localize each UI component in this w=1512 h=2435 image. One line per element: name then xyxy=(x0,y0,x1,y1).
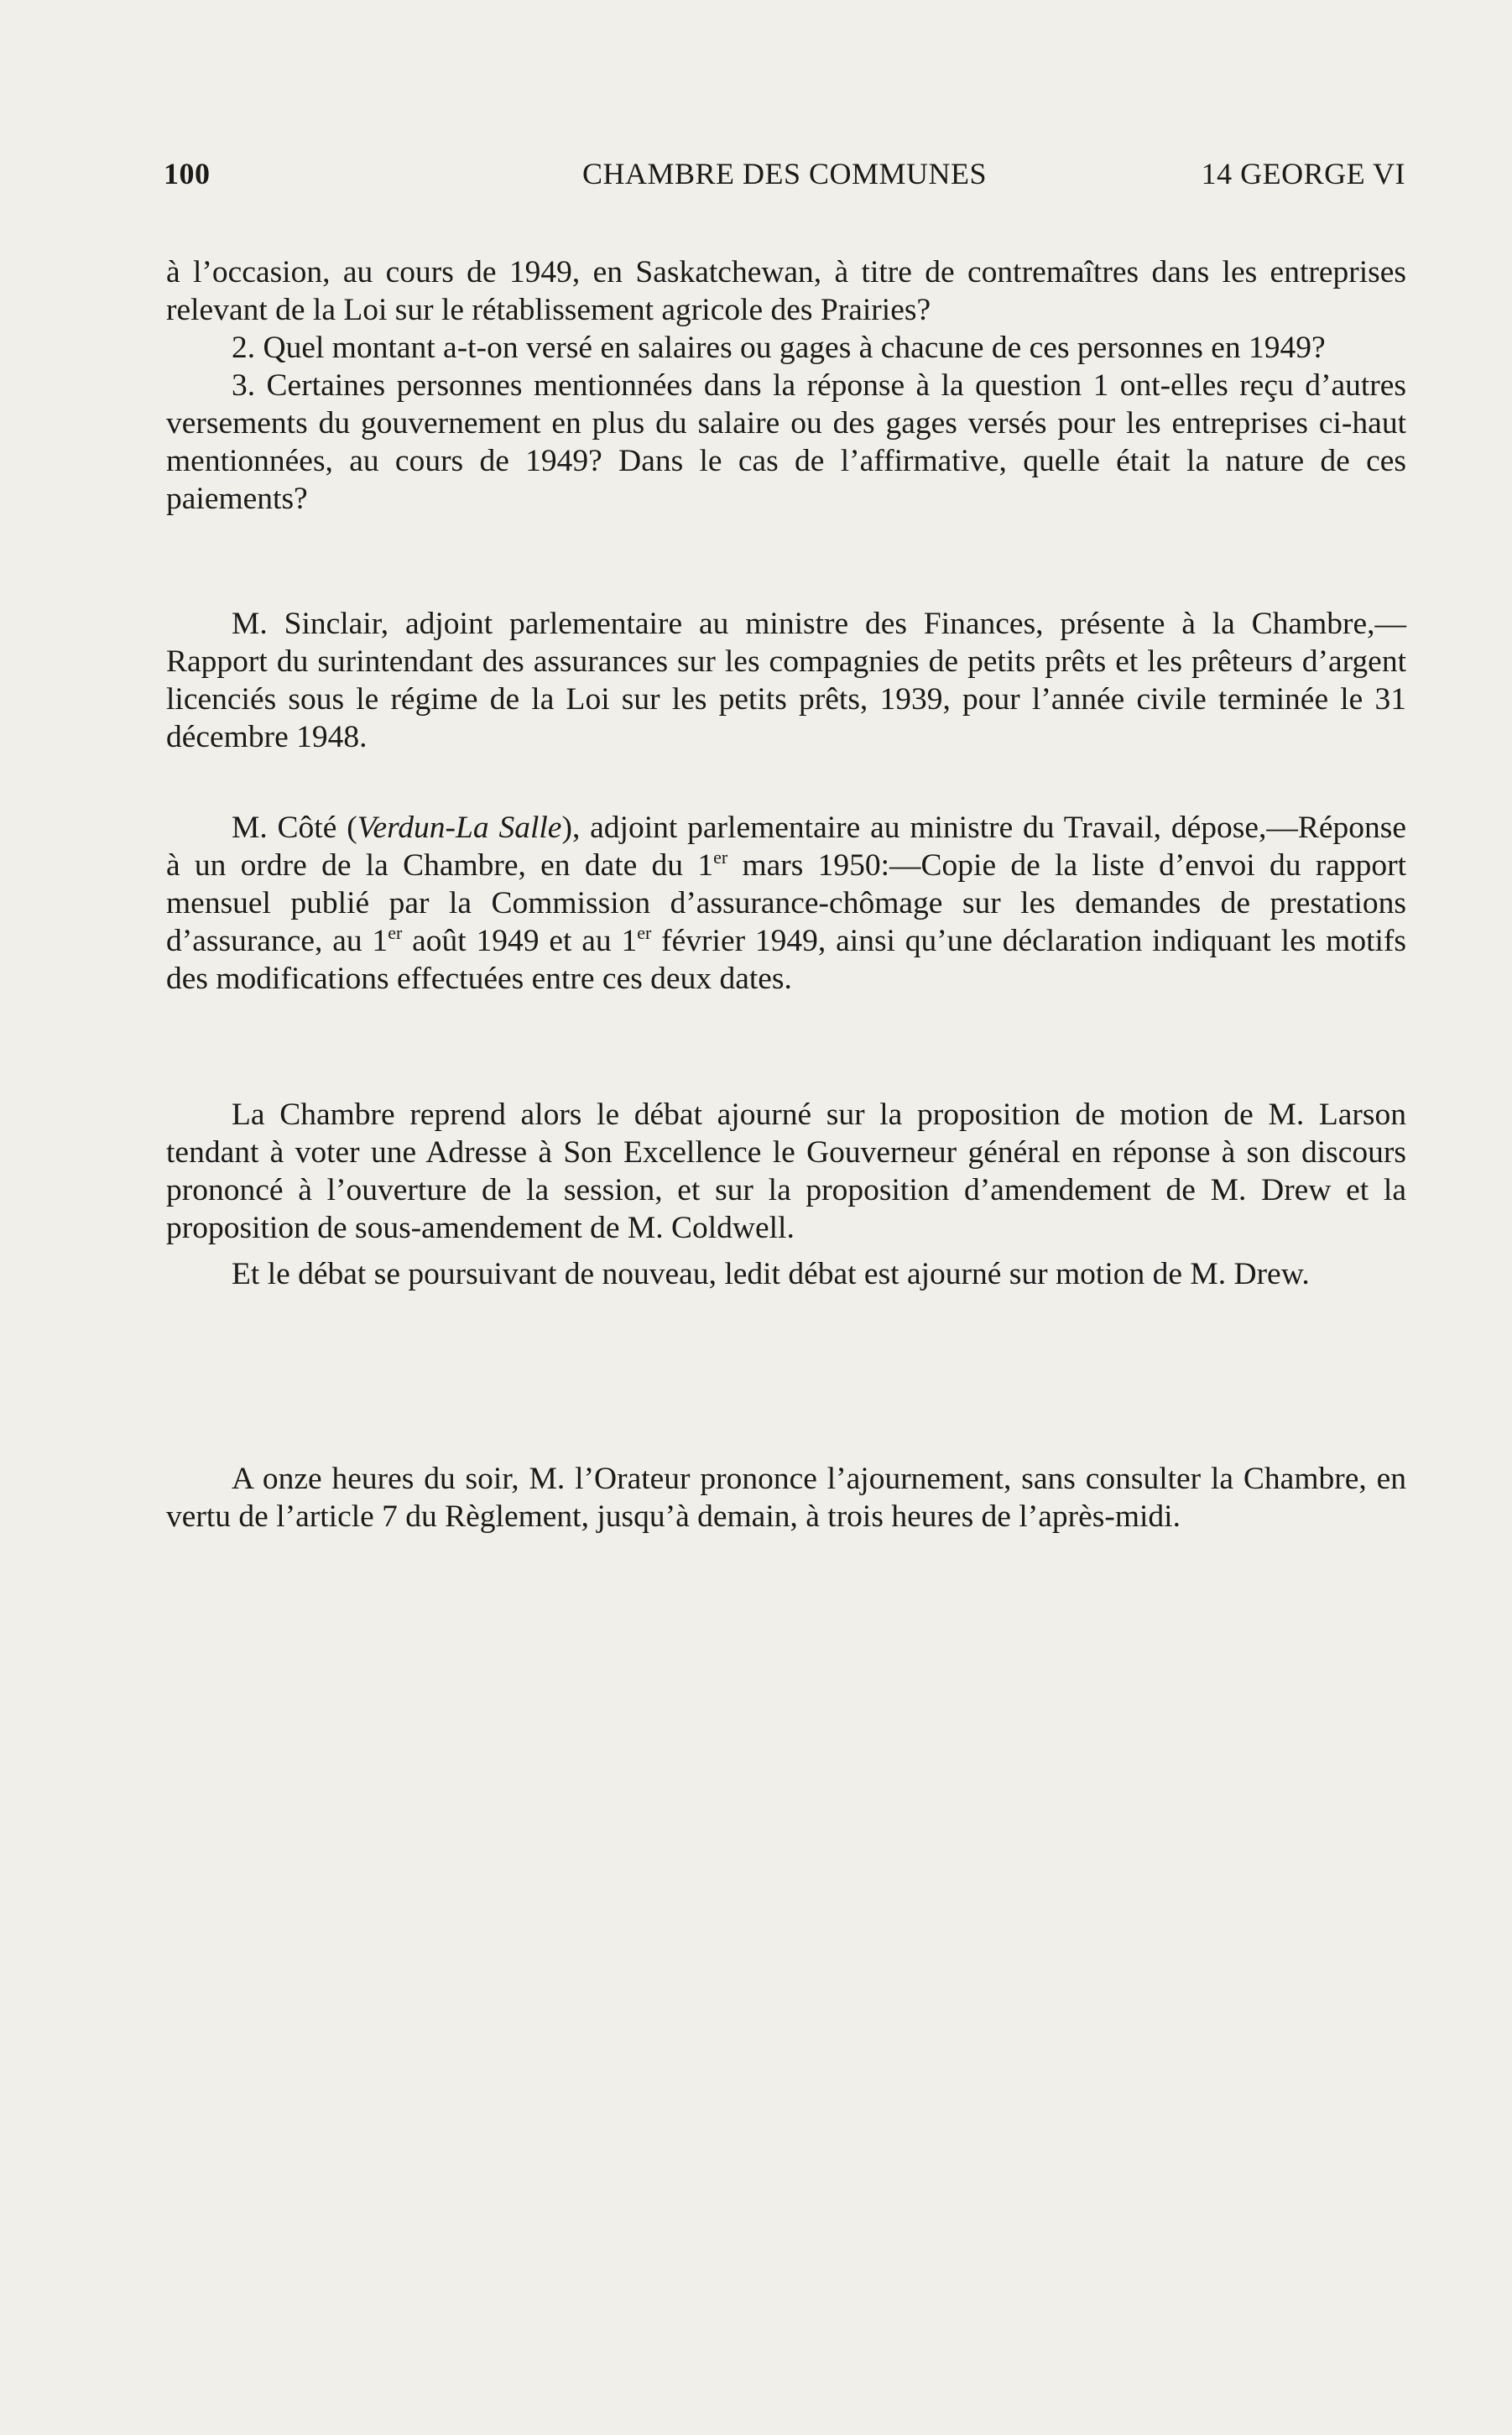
cote-riding: Verdun-La Salle xyxy=(357,811,562,845)
running-header xyxy=(164,156,1405,203)
cote-return-block xyxy=(166,809,1406,998)
cote-text-part-2: mars 1950:—Copie de la liste d’envoi du rapport mensuel publié par la Commission d’assurance-chômage sur les demandes de prestations d’assurance, au 1 xyxy=(166,848,1406,958)
debate-resumed-paragraph: La Chambre reprend alors le débat ajourné sur la proposition de motion de M. Larson tendant à voter une Adresse à Son Excellence le Gouverneur général en réponse à son discours prononcé à l’ouverture de la session, et sur la proposition d’amendement de M. Drew et la proposition de sous-amendement de M. Coldwell. xyxy=(166,1098,1406,1245)
ordinal-superscript: er xyxy=(713,847,728,868)
cote-return-paragraph xyxy=(166,809,1406,998)
header-session: 14 GEORGE VI xyxy=(1201,157,1405,190)
cote-text-part-4: février 1949, ainsi qu’une déclaration indiquant les motifs des modifications effectuées entre ces deux dates. xyxy=(166,924,1406,996)
sinclair-report-block xyxy=(166,605,1406,756)
cote-text-part-1: ), adjoint parlementaire au ministre du Travail, dépose,—Réponse à un ordre de la Chambre, en date du 1 xyxy=(166,811,1407,883)
question-block xyxy=(166,253,1406,518)
ordinal-superscript: er xyxy=(637,922,652,943)
question-3: 3. Certaines personnes mentionnées dans la réponse à la question 1 ont-elles reçu d’autres versements du gouvernement en plus du salaire ou des gages versés pour les entreprises ci-haut mentionnées, au cours de 1949? Dans le cas de l’affirmative, quelle était la nature de ces paiements? xyxy=(166,368,1406,516)
adjournment-block xyxy=(166,1460,1406,1536)
debate-block xyxy=(166,1096,1406,1293)
adjournment-paragraph: A onze heures du soir, M. l’Orateur prononce l’ajournement, sans consulter la Chambre, en vertu de l’article 7 du Règlement, jusqu’à demain, à trois heures de l’après-midi. xyxy=(166,1462,1406,1534)
page-number: 100 xyxy=(164,157,211,190)
cote-name: M. Côté ( xyxy=(232,811,357,845)
cote-text-part-3: août 1949 et au 1 xyxy=(402,924,638,958)
question-2: 2. Quel montant a-t-on versé en salaires ou gages à chacune de ces personnes en 1949? xyxy=(232,331,1326,365)
sinclair-report-paragraph: M. Sinclair, adjoint parlementaire au ministre des Finances, présente à la Chambre,—Rapport du surintendant des assurances sur les compagnies de petits prêts et les prêteurs d’argent licenciés sous le régime de la Loi sur les petits prêts, 1939, pour l’année civile terminée le 31 décembre 1948. xyxy=(166,607,1406,754)
debate-adjourned-paragraph: Et le débat se poursuivant de nouveau, ledit débat est ajourné sur motion de M. Drew. xyxy=(232,1257,1310,1291)
ordinal-superscript: er xyxy=(388,922,403,943)
header-title: CHAMBRE DES COMMUNES xyxy=(581,157,988,190)
question-continuation: à l’occasion, au cours de 1949, en Saskatchewan, à titre de contremaîtres dans les entreprises relevant de la Loi sur le rétablissement agricole des Prairies? xyxy=(166,255,1406,327)
